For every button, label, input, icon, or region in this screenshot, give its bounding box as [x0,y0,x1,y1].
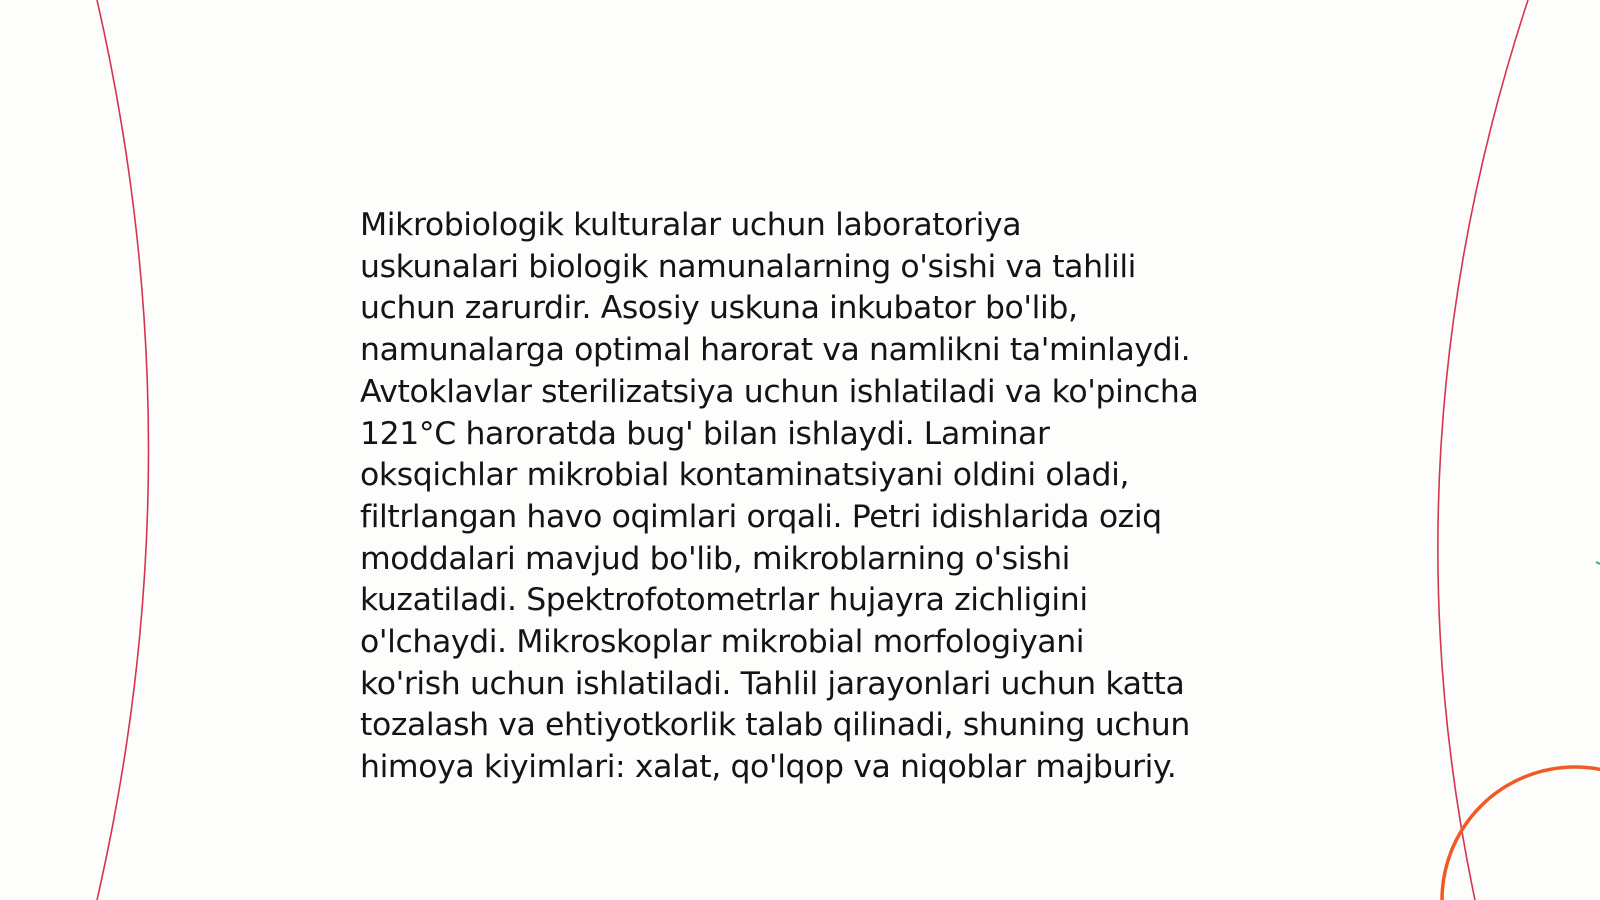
corner-circle-outline [1442,767,1600,900]
right-arc-line [1438,0,1528,900]
left-arc-line [97,0,149,900]
edge-accent-mark [1596,562,1600,564]
slide-body-text: Mikrobiologik kulturalar uchun laboratoriya uskunalari biologik namunalarning o'sishi va tahlili uchun zarurdir. Asosiy uskuna inkubator bo'lib, namunalarga optimal harorat va namlikni ta'minlaydi. Avtoklavlar sterilizatsiya uchun ishlatiladi va ko'pincha 121°C haroratda bug' bilan ishlaydi. Laminar oksqichlar mikrobial kontaminatsiyani oldini oladi, filtrlangan havo oqimlari orqali. Petri idishlarida oziq moddalari mavjud bo'lib, mikroblarning o'sishi kuzatiladi. Spektrofotometrlar hujayra zichligini o'lchaydi. Mikroskoplar mikrobial morfologiyani ko'rish uchun ishlatiladi. Tahlil jarayonlari uchun katta tozalash va ehtiyotkorlik talab qilinadi, shuning uchun himoya kiyimlari: xalat, qo'lqop va niqoblar majburiy. [360,207,1199,786]
